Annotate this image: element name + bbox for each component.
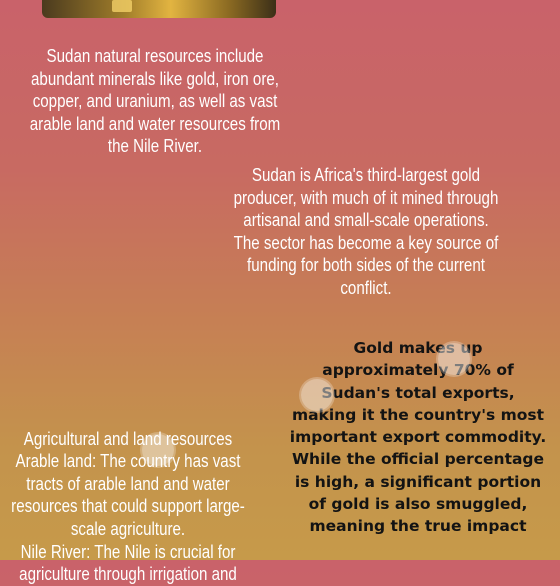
gold-bars-image	[42, 0, 276, 18]
gold-producer-text: Sudan is Africa's third-largest gold producer, with much of it mined through artisanal and small-scale operations. The sector has become a key source of funding for both sides of the current conflict.	[233, 165, 499, 298]
gold-producer-paragraph	[232, 164, 501, 300]
gold-exports-text: Gold makes up approximately 70% of Sudan's total exports, making it the country's most important export commodity. While the official percentage is high, a significant portion of gold is also smuggled, meaning the true impact	[289, 339, 547, 536]
intro-paragraph	[25, 45, 285, 158]
touch-indicator	[142, 434, 174, 466]
touch-indicator	[438, 343, 470, 375]
agriculture-text: Agricultural and land resources Arable land: The country has vast tracts of arable land and water resources that could support large-scale agriculture. Nile River: The Nile is crucial for agriculture through irrigation and	[11, 428, 245, 585]
touch-indicator	[301, 379, 333, 411]
intro-text: Sudan natural resources include abundant minerals like gold, iron ore, copper, and uranium, as well as vast arable land and water resources from the Nile River.	[29, 46, 281, 157]
agriculture-paragraph	[9, 405, 248, 586]
gold-exports-paragraph	[288, 337, 548, 538]
